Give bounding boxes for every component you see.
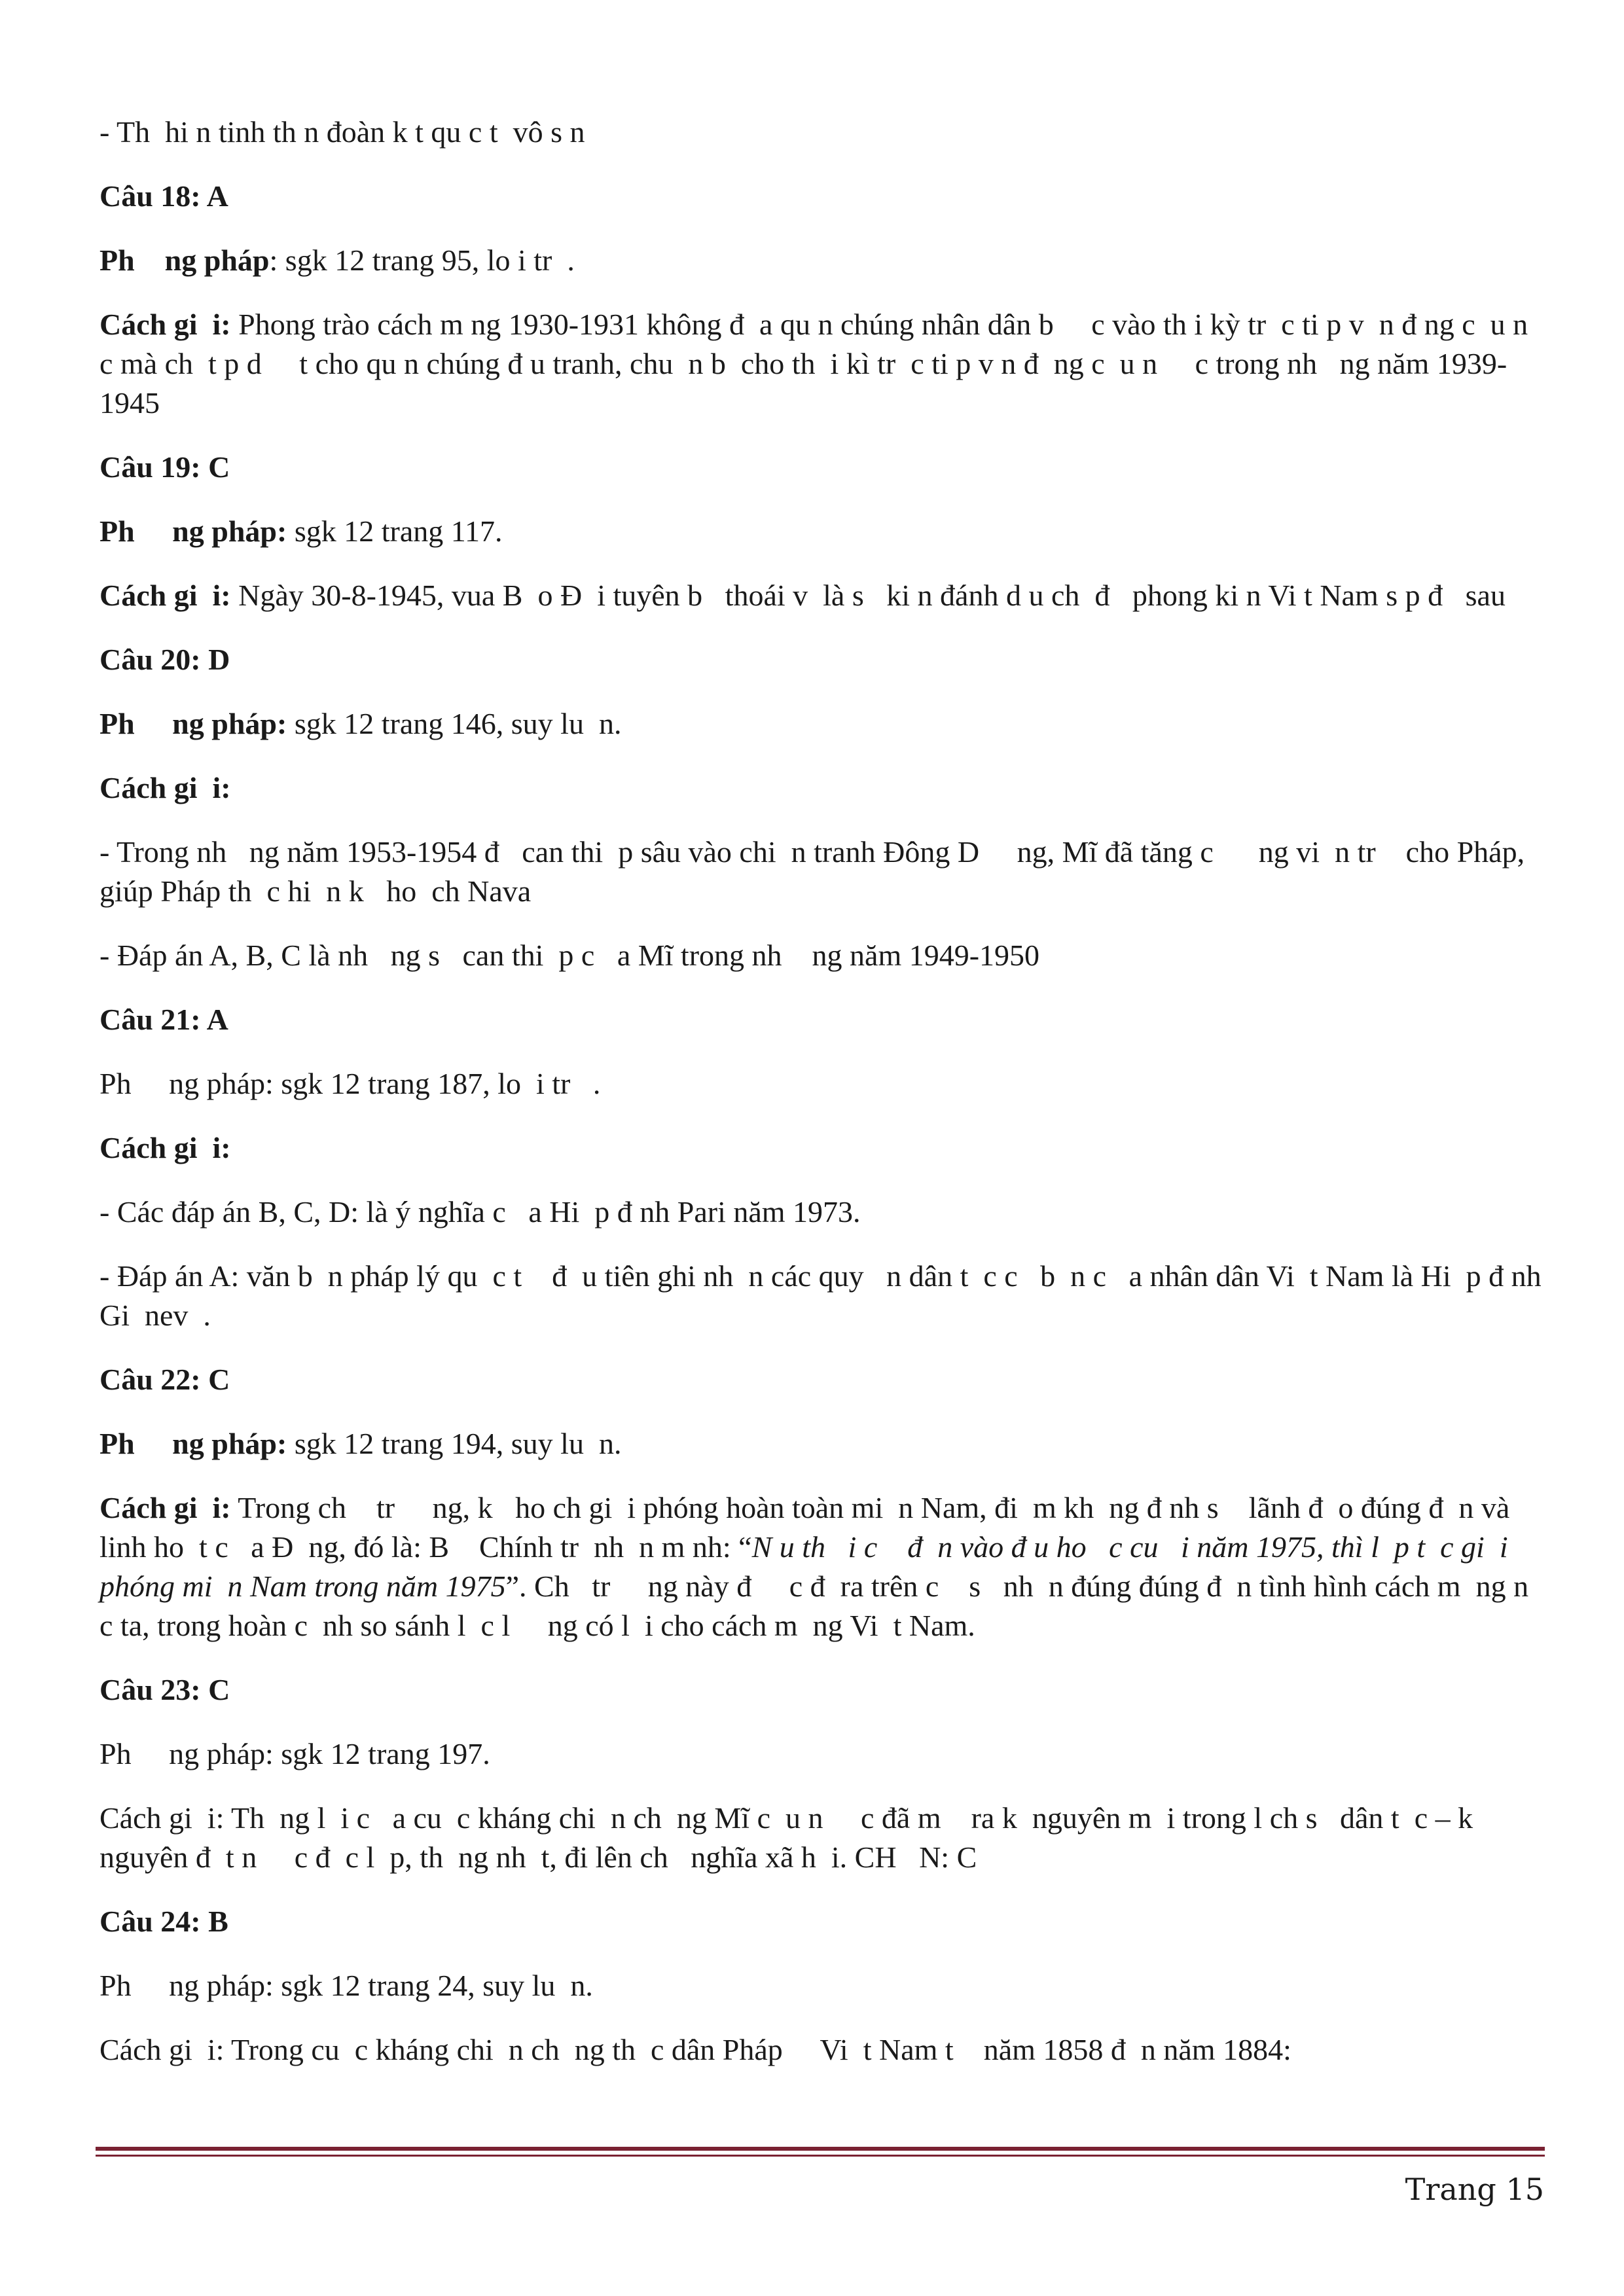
question-22-label: Câu 22: C [99,1363,230,1396]
question-23-method: Ph ng pháp: sgk 12 trang 197. [99,1737,490,1770]
question-20-heading [99,640,1546,679]
question-24-label: Câu 24: B [99,1905,228,1938]
footer-rule-thin [96,2155,1545,2157]
solution-text-continued: ”. Ch tr ng này đ c đ ra trên c s nh n đúng đúng đ n tình hình cách m ng n c ta, trong hoàn c nh so sánh l c l ng có l i cho cách m ng Vi t Nam. [99,1570,1566,1642]
method-text: sgk 12 trang 146, suy lu n. [287,707,622,740]
solution-text: Phong trào cách m ng 1930-1931 không đ a qu n chúng nhân dân b c vào th i kỳ tr c ti p v n đ ng c u n c mà ch t p d t cho qu n chúng đ u tranh, chu n b cho th i kì tr c ti p v n đ ng c u n c trong nh ng năm 1939-1945 [99,308,1566,420]
question-19-heading [99,448,1546,487]
solution-label: Cách gi i: [99,771,231,804]
method-label: Ph ng pháp [99,243,270,277]
question-22-heading [99,1360,1546,1399]
question-21-heading [99,1000,1546,1039]
method-text: sgk 12 trang 117. [287,514,503,548]
question-20-point-b: - Đáp án A, B, C là nh ng s can thi p c a Mĩ trong nh ng năm 1949-1950 [99,939,1040,972]
line-internationalism: - Th hi n tinh th n đoàn k t qu c t vô s n [99,115,585,149]
solution-label: Cách gi i: [99,308,231,341]
question-19-solution [99,576,1546,615]
question-20-method [99,704,1546,744]
solution-label: Cách gi i: [99,1491,231,1524]
question-18-method [99,241,1546,280]
question-21-point-a: - Các đáp án B, C, D: là ý nghĩa c a Hi p đ nh Pari năm 1973. [99,1195,861,1229]
solution-label: Cách gi i: [99,579,231,612]
question-23-heading [99,1670,1546,1710]
solution-quote: N u th i c đ n vào đ u ho c cu i năm 1975, thì l p t c gi i phóng mi n Nam trong năm 1975 [99,1530,1516,1603]
question-18-heading [99,177,1546,216]
question-22-solution [99,1488,1566,1645]
method-text: sgk 12 trang 194, suy lu n. [287,1427,622,1460]
question-18-label: Câu 18: A [99,179,228,213]
solution-text: Trong ch tr ng, k ho ch gi i phóng hoàn toàn mi n Nam, đi m kh ng đ nh s lãnh đ o đúng đ n và linh ho t c a Đ ng, đó là: B Chính tr nh n m nh: “ [99,1491,1517,1564]
question-21-solution-heading [99,1128,1546,1168]
question-21-point-b: - Đáp án A: văn b n pháp lý qu c t đ u tiên ghi nh n các quy n dân t c c b n c a nhân dân Vi t Nam là Hi p đ nh Gi nev . [99,1259,1549,1332]
question-20-point-a: - Trong nh ng năm 1953-1954 đ can thi p sâu vào chi n tranh Đông D ng, Mĩ đã tăng c ng vi n tr cho Pháp, giúp Pháp th c hi n k ho ch Nava [99,835,1532,908]
method-label: Ph ng pháp: [99,514,287,548]
footer-rule-thick [96,2147,1545,2151]
question-20-solution-heading [99,768,1546,808]
question-21-method: Ph ng pháp: sgk 12 trang 187, lo i tr . [99,1067,601,1100]
method-label: Ph ng pháp: [99,1427,287,1460]
solution-text: Ngày 30-8-1945, vua B o Đ i tuyên b thoái v là s ki n đánh d u ch đ phong ki n Vi t Nam s p đ sau [230,579,1506,612]
solution-label: Cách gi i: [99,1131,231,1164]
method-label: Ph ng pháp: [99,707,287,740]
question-19-label: Câu 19: C [99,450,230,484]
question-24-solution: Cách gi i: Trong cu c kháng chi n ch ng th c dân Pháp Vi t Nam t năm 1858 đ n năm 1884: [99,2033,1291,2066]
page-number: Trang 15 [1405,2172,1544,2207]
question-18-solution [99,305,1566,423]
page-content [99,113,1566,2094]
question-23-label: Câu 23: C [99,1673,230,1706]
question-20-label: Câu 20: D [99,643,230,676]
question-24-heading [99,1902,1546,1941]
question-24-method: Ph ng pháp: sgk 12 trang 24, suy lu n. [99,1969,593,2002]
question-21-label: Câu 21: A [99,1003,228,1036]
question-19-method [99,512,1546,551]
method-text: : sgk 12 trang 95, lo i tr . [269,243,575,277]
question-22-method [99,1424,1546,1463]
question-23-solution: Cách gi i: Th ng l i c a cu c kháng chi n ch ng Mĩ c u n c đã m ra k nguyên m i trong l ch s dân t c – k nguyên đ t n c đ c l p, th ng nh t, đi lên ch nghĩa xã h i. CH N: C [99,1801,1489,1874]
